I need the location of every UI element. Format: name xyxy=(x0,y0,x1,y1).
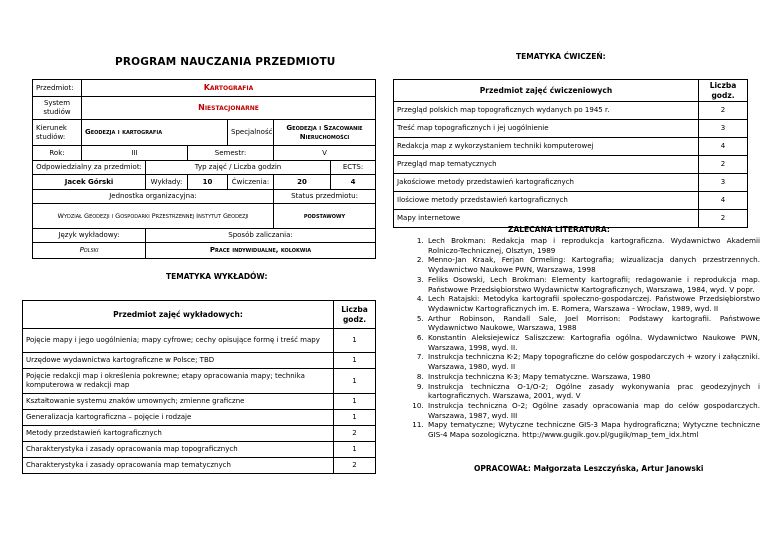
lecture-topic: Charakterystyka i zasady opracowania map tematycznych xyxy=(23,458,334,474)
table-row xyxy=(23,329,376,353)
table-row xyxy=(23,442,376,458)
table-row xyxy=(394,138,748,156)
responsible-value: Jacek Górski xyxy=(33,175,146,190)
lecture-hours: 2 xyxy=(334,458,376,474)
lecture-topic: Metody przedstawień kartograficznych xyxy=(23,426,334,442)
ects-value: 4 xyxy=(331,175,376,190)
table-row xyxy=(394,192,748,210)
ects-label: ECTS: xyxy=(331,161,376,175)
system-label: System studiów xyxy=(33,97,82,120)
lectures-col-hours: Liczba godz. xyxy=(334,301,376,329)
lectures-label: Wykłady: xyxy=(146,175,188,190)
exercises-col-hours: Liczba godz. xyxy=(699,80,748,102)
course-info-table xyxy=(32,79,376,259)
exercises-col-subject: Przedmiot zajęć ćwiczeniowych xyxy=(394,80,699,102)
semester-value: V xyxy=(274,146,376,161)
literature-item: 2. Menno-Jan Kraak, Ferjan Ormeling: Kartografia; wizualizacja danych przestrzennych. Wydawnictwo Naukowe PWN, Warszawa, 1998 xyxy=(426,255,760,274)
literature-item: 4. Lech Ratajski: Metodyka kartografii społeczno-gospodarczej. Państwowe Przedsiębiorstwo Wydawnictw Kartograficznych im. E. Romera, Warszawa - Wrocław, 1989, wyd. II xyxy=(426,294,760,313)
lecture-topic: Charakterystyka i zasady opracowania map topograficznych xyxy=(23,442,334,458)
lecture-hours: 1 xyxy=(334,329,376,353)
table-row xyxy=(394,174,748,192)
exercise-topic: Przegląd map tematycznych xyxy=(394,156,699,174)
literature-item: 10. Instrukcja techniczna O-2; Ogólne zasady opracowania map do celów gospodarczych. Warszawa, 1987, wyd. III xyxy=(426,401,760,420)
status-value: podstawowy xyxy=(274,204,376,229)
lecture-topic: Kształtowanie systemu znaków umownych; zmienne graficzne xyxy=(23,394,334,410)
lecture-hours: 1 xyxy=(334,353,376,369)
literature-list xyxy=(408,236,760,440)
lectures-col-subject: Przedmiot zajęć wykładowych: xyxy=(23,301,334,329)
year-value: III xyxy=(82,146,188,161)
table-row xyxy=(394,120,748,138)
literature-item: 9. Instrukcja techniczna O-1/O-2; Ogólne zasady wykonywania prac geodezyjnych i kartograficznych. Warszawa, 2001, wyd. V xyxy=(426,382,760,401)
lecture-topic: Generalizacja kartograficzna – pojęcie i rodzaje xyxy=(23,410,334,426)
classes-label: Typ zajęć / Liczba godzin xyxy=(146,161,331,175)
unit-label: Jednostka organizacyjna: xyxy=(33,190,274,204)
literature-item: 11. Mapy tematyczne; Wytyczne techniczne GIS-3 Mapa hydrograficzna; Wytyczne techniczne GIS-4 Mapa sozologiczna. http://www.gugik.gov.pl/gugik/map_tem_idx.html xyxy=(426,420,760,439)
lectures-table xyxy=(22,300,376,474)
exercises-hours: 20 xyxy=(274,175,331,190)
unit-value: Wydział Geodezji i Gospodarki Przestrzennej Instytut Geodezji xyxy=(33,204,274,229)
exercise-topic: Ilościowe metody przedstawień kartograficznych xyxy=(394,192,699,210)
subject-value: Kartografia xyxy=(82,80,376,97)
lecture-topic: Pojęcie redakcji map i określenia pokrewne; etapy opracowania mapy; technika komputerowa w redakcji map xyxy=(23,369,334,394)
lecture-topic: Pojęcie mapy i jego uogólnienia; mapy cyfrowe; cechy opisujące formę i treść mapy xyxy=(23,329,334,353)
table-row xyxy=(23,394,376,410)
lecture-hours: 1 xyxy=(334,410,376,426)
exercise-hours: 2 xyxy=(699,102,748,120)
lecture-hours: 1 xyxy=(334,442,376,458)
responsible-label: Odpowiedzialny za przedmiot: xyxy=(33,161,146,175)
field-value: Geodezja i kartografia xyxy=(82,120,228,146)
lecture-topic: Urzędowe wydawnictwa kartograficzne w Polsce; TBD xyxy=(23,353,334,369)
author-credit: OPRACOWAŁ: Małgorzata Leszczyńska, Artur Janowski xyxy=(474,464,704,473)
exercise-hours: 4 xyxy=(699,138,748,156)
exercises-table xyxy=(393,79,748,228)
semester-label: Semestr: xyxy=(188,146,274,161)
system-value: Niestacjonarne xyxy=(82,97,376,120)
exercise-topic: Jakościowe metody przedstawień kartograficznych xyxy=(394,174,699,192)
literature-item: 3. Feliks Osowski, Lech Brokman: Elementy kartografii; redagowanie i reprodukcja map. Państwowe Przedsiębiorstwo Wydawnictw Kartograficznych, Warszawa, 1984, wyd. V popr. xyxy=(426,275,760,294)
table-row xyxy=(394,156,748,174)
exercises-label: Ćwiczenia: xyxy=(228,175,274,190)
lectures-title: TEMATYKA WYKŁADÓW: xyxy=(166,272,268,281)
literature-item: 5. Arthur Robinson, Randall Sale, Joel Morrison: Podstawy kartografii. Państwowe Wydawnictwo Naukowe, Warszawa, 1988 xyxy=(426,314,760,333)
lecture-hours: 2 xyxy=(334,426,376,442)
literature-item: 6. Konstantin Aleksiejewicz Saliszczew: Kartografia ogólna. Wydawnictwo Naukowe PWN, Warszawa, 1998, wyd. II. xyxy=(426,333,760,352)
table-row xyxy=(23,458,376,474)
exercise-hours: 2 xyxy=(699,156,748,174)
table-row xyxy=(23,369,376,394)
table-row xyxy=(394,102,748,120)
exercise-topic: Redakcja map z wykorzystaniem techniki komputerowej xyxy=(394,138,699,156)
status-label: Status przedmiotu: xyxy=(274,190,376,204)
lectures-hours: 10 xyxy=(188,175,228,190)
credit-value: Prace indywidualne, kolokwia xyxy=(146,243,376,259)
literature-item: 8. Instrukcja techniczna K-3; Mapy tematyczne. Warszawa, 1980 xyxy=(426,372,760,382)
field-label: Kierunek studiów: xyxy=(33,120,82,146)
spec-label: Specjalność: xyxy=(228,120,274,146)
credit-label: Sposób zaliczania: xyxy=(146,229,376,243)
language-label: Język wykładowy: xyxy=(33,229,146,243)
literature-item: 7. Instrukcja techniczna K-2; Mapy topograficzne do celów gospodarczych + wzory i załączniki. Warszawa, 1980, wyd. II xyxy=(426,352,760,371)
exercises-title: TEMATYKA ĆWICZEŃ: xyxy=(516,52,606,61)
exercise-hours: 2 xyxy=(699,210,748,228)
year-label: Rok: xyxy=(33,146,82,161)
program-title: PROGRAM NAUCZANIA PRZEDMIOTU xyxy=(115,56,336,68)
table-row xyxy=(23,410,376,426)
exercise-hours: 3 xyxy=(699,174,748,192)
exercise-topic: Mapy internetowe xyxy=(394,210,699,228)
exercise-topic: Treść map topograficznych i jej uogólnienie xyxy=(394,120,699,138)
exercise-hours: 3 xyxy=(699,120,748,138)
table-row xyxy=(23,353,376,369)
exercise-topic: Przegląd polskich map topograficznych wydanych po 1945 r. xyxy=(394,102,699,120)
lecture-hours: 1 xyxy=(334,394,376,410)
exercise-hours: 4 xyxy=(699,192,748,210)
subject-label: Przedmiot: xyxy=(33,80,82,97)
language-value: Polski xyxy=(33,243,146,259)
table-row xyxy=(23,426,376,442)
literature-item: 1. Lech Brokman: Redakcja map i reprodukcja kartograficzna. Wydawnictwo Akademii Rolniczo-Technicznej, Olsztyn, 1989 xyxy=(426,236,760,255)
literature-title: ZALECANA LITERATURA: xyxy=(508,225,610,234)
lecture-hours: 1 xyxy=(334,369,376,394)
spec-value: Geodezja i Szacowanie Nieruchomości xyxy=(274,120,376,146)
